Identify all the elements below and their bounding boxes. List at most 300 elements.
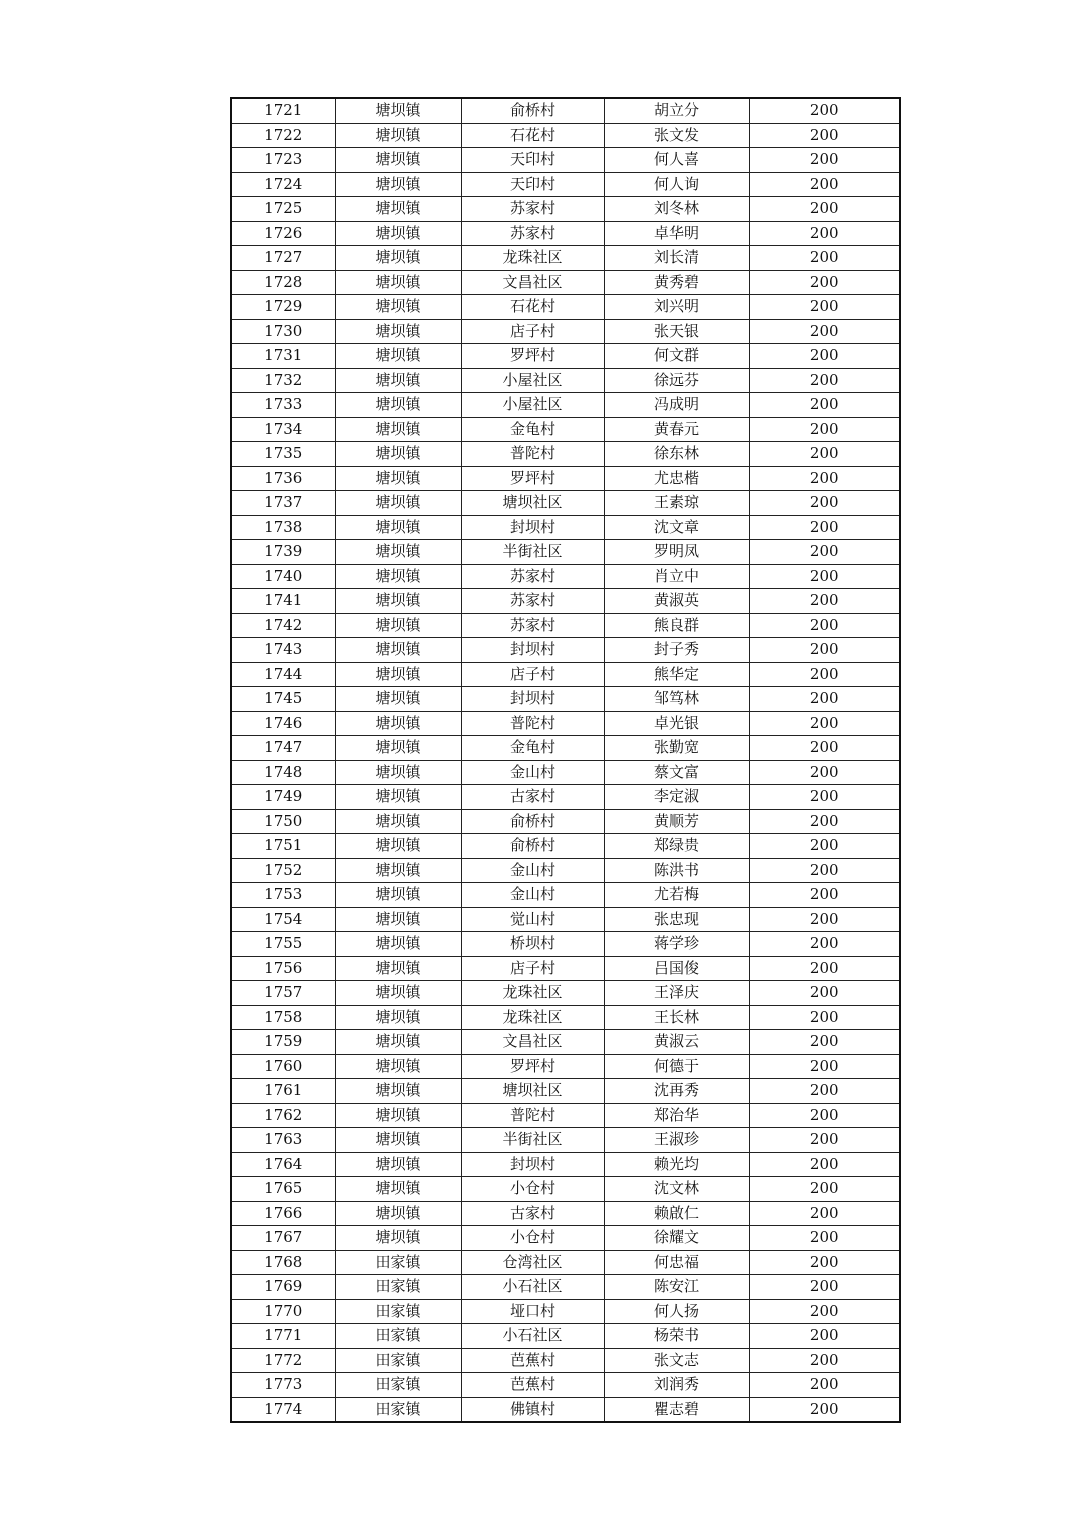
serial-number-cell: 1770 [231,1299,335,1324]
table-row [231,344,900,369]
amount-cell: 200 [749,1128,900,1153]
table-row [231,687,900,712]
town-cell: 塘坝镇 [335,1128,461,1153]
serial-number-cell: 1728 [231,270,335,295]
village-cell: 仓湾社区 [461,1250,604,1275]
amount-cell: 200 [749,1299,900,1324]
person-name-cell: 何忠福 [604,1250,749,1275]
amount-cell: 200 [749,1397,900,1422]
town-cell: 塘坝镇 [335,172,461,197]
table-row [231,834,900,859]
person-name-cell: 蔡文富 [604,760,749,785]
serial-number-cell: 1760 [231,1054,335,1079]
town-cell: 田家镇 [335,1275,461,1300]
amount-cell: 200 [749,956,900,981]
town-cell: 塘坝镇 [335,662,461,687]
serial-number-cell: 1723 [231,148,335,173]
village-cell: 苏家村 [461,197,604,222]
village-cell: 龙珠社区 [461,246,604,271]
amount-cell: 200 [749,1348,900,1373]
table-row [231,809,900,834]
person-name-cell: 何文群 [604,344,749,369]
serial-number-cell: 1763 [231,1128,335,1153]
town-cell: 塘坝镇 [335,123,461,148]
town-cell: 塘坝镇 [335,981,461,1006]
serial-number-cell: 1752 [231,858,335,883]
town-cell: 塘坝镇 [335,368,461,393]
serial-number-cell: 1745 [231,687,335,712]
town-cell: 塘坝镇 [335,564,461,589]
person-name-cell: 李定淑 [604,785,749,810]
town-cell: 塘坝镇 [335,319,461,344]
amount-cell: 200 [749,319,900,344]
town-cell: 塘坝镇 [335,270,461,295]
table-row [231,442,900,467]
village-cell: 半街社区 [461,1128,604,1153]
table-row [231,1005,900,1030]
amount-cell: 200 [749,368,900,393]
person-name-cell: 卓光银 [604,711,749,736]
serial-number-cell: 1740 [231,564,335,589]
village-cell: 古家村 [461,1201,604,1226]
amount-cell: 200 [749,270,900,295]
serial-number-cell: 1742 [231,613,335,638]
serial-number-cell: 1739 [231,540,335,565]
person-name-cell: 陈安江 [604,1275,749,1300]
town-cell: 塘坝镇 [335,246,461,271]
town-cell: 塘坝镇 [335,956,461,981]
person-name-cell: 沈文林 [604,1177,749,1202]
table-row [231,1226,900,1251]
serial-number-cell: 1768 [231,1250,335,1275]
amount-cell: 200 [749,442,900,467]
table-row [231,1275,900,1300]
amount-cell: 200 [749,858,900,883]
town-cell: 塘坝镇 [335,1226,461,1251]
amount-cell: 200 [749,1054,900,1079]
village-cell: 金龟村 [461,417,604,442]
town-cell: 田家镇 [335,1397,461,1422]
person-name-cell: 黄淑云 [604,1030,749,1055]
amount-cell: 200 [749,662,900,687]
table-row [231,197,900,222]
table-row [231,1128,900,1153]
town-cell: 塘坝镇 [335,613,461,638]
table-row [231,711,900,736]
village-cell: 封坝村 [461,1152,604,1177]
table-row [231,1030,900,1055]
town-cell: 塘坝镇 [335,295,461,320]
amount-cell: 200 [749,1324,900,1349]
serial-number-cell: 1772 [231,1348,335,1373]
amount-cell: 200 [749,221,900,246]
town-cell: 塘坝镇 [335,711,461,736]
serial-number-cell: 1726 [231,221,335,246]
person-name-cell: 徐耀文 [604,1226,749,1251]
town-cell: 塘坝镇 [335,1201,461,1226]
person-name-cell: 黄秀碧 [604,270,749,295]
table-row [231,540,900,565]
town-cell: 塘坝镇 [335,417,461,442]
serial-number-cell: 1736 [231,466,335,491]
person-name-cell: 陈洪书 [604,858,749,883]
person-name-cell: 尤忠楷 [604,466,749,491]
village-cell: 文昌社区 [461,270,604,295]
table-row [231,638,900,663]
village-cell: 金山村 [461,883,604,908]
person-name-cell: 瞿志碧 [604,1397,749,1422]
amount-cell: 200 [749,785,900,810]
town-cell: 塘坝镇 [335,1030,461,1055]
table-row [231,172,900,197]
table-row [231,221,900,246]
village-cell: 苏家村 [461,613,604,638]
town-cell: 塘坝镇 [335,466,461,491]
amount-cell: 200 [749,1152,900,1177]
serial-number-cell: 1730 [231,319,335,344]
serial-number-cell: 1727 [231,246,335,271]
table-row [231,760,900,785]
town-cell: 塘坝镇 [335,736,461,761]
village-cell: 店子村 [461,956,604,981]
amount-cell: 200 [749,491,900,516]
village-cell: 金山村 [461,858,604,883]
amount-cell: 200 [749,589,900,614]
amount-cell: 200 [749,295,900,320]
amount-cell: 200 [749,564,900,589]
town-cell: 塘坝镇 [335,344,461,369]
person-name-cell: 郑绿贵 [604,834,749,859]
village-cell: 封坝村 [461,638,604,663]
serial-number-cell: 1743 [231,638,335,663]
serial-number-cell: 1755 [231,932,335,957]
village-cell: 龙珠社区 [461,981,604,1006]
table-row [231,1324,900,1349]
table-row [231,1299,900,1324]
village-cell: 俞桥村 [461,809,604,834]
amount-cell: 200 [749,638,900,663]
village-cell: 龙珠社区 [461,1005,604,1030]
person-name-cell: 张天银 [604,319,749,344]
town-cell: 塘坝镇 [335,540,461,565]
serial-number-cell: 1725 [231,197,335,222]
village-cell: 罗坪村 [461,344,604,369]
village-cell: 塘坝社区 [461,491,604,516]
village-cell: 垭口村 [461,1299,604,1324]
person-name-cell: 刘冬林 [604,197,749,222]
serial-number-cell: 1738 [231,515,335,540]
village-cell: 普陀村 [461,711,604,736]
village-cell: 封坝村 [461,515,604,540]
table-row [231,98,900,123]
village-cell: 桥坝村 [461,932,604,957]
village-cell: 店子村 [461,662,604,687]
town-cell: 塘坝镇 [335,638,461,663]
village-cell: 半街社区 [461,540,604,565]
amount-cell: 200 [749,123,900,148]
person-name-cell: 杨荣书 [604,1324,749,1349]
town-cell: 塘坝镇 [335,785,461,810]
amount-cell: 200 [749,344,900,369]
town-cell: 塘坝镇 [335,197,461,222]
town-cell: 塘坝镇 [335,1005,461,1030]
serial-number-cell: 1774 [231,1397,335,1422]
person-name-cell: 刘长清 [604,246,749,271]
person-name-cell: 何人喜 [604,148,749,173]
person-name-cell: 邹笃林 [604,687,749,712]
village-cell: 金龟村 [461,736,604,761]
table-row [231,1079,900,1104]
village-cell: 小石社区 [461,1324,604,1349]
serial-number-cell: 1764 [231,1152,335,1177]
town-cell: 塘坝镇 [335,515,461,540]
person-name-cell: 肖立中 [604,564,749,589]
serial-number-cell: 1732 [231,368,335,393]
town-cell: 塘坝镇 [335,491,461,516]
table-row [231,662,900,687]
village-cell: 罗坪村 [461,1054,604,1079]
village-cell: 小石社区 [461,1275,604,1300]
table-row [231,417,900,442]
town-cell: 塘坝镇 [335,1054,461,1079]
amount-cell: 200 [749,98,900,123]
table-row [231,515,900,540]
serial-number-cell: 1750 [231,809,335,834]
person-name-cell: 张忠现 [604,907,749,932]
person-name-cell: 沈文章 [604,515,749,540]
person-name-cell: 张文志 [604,1348,749,1373]
person-name-cell: 熊华定 [604,662,749,687]
amount-cell: 200 [749,760,900,785]
amount-cell: 200 [749,613,900,638]
person-name-cell: 王长林 [604,1005,749,1030]
amount-cell: 200 [749,1103,900,1128]
amount-cell: 200 [749,148,900,173]
amount-cell: 200 [749,172,900,197]
person-name-cell: 王泽庆 [604,981,749,1006]
table-row [231,907,900,932]
person-name-cell: 赖啟仁 [604,1201,749,1226]
serial-number-cell: 1756 [231,956,335,981]
amount-cell: 200 [749,1079,900,1104]
serial-number-cell: 1749 [231,785,335,810]
person-name-cell: 沈再秀 [604,1079,749,1104]
person-name-cell: 黄春元 [604,417,749,442]
person-name-cell: 何人扬 [604,1299,749,1324]
town-cell: 塘坝镇 [335,148,461,173]
village-cell: 俞桥村 [461,834,604,859]
table-row [231,246,900,271]
table-row [231,1177,900,1202]
amount-cell: 200 [749,1177,900,1202]
amount-cell: 200 [749,393,900,418]
amount-cell: 200 [749,197,900,222]
village-cell: 石花村 [461,123,604,148]
village-cell: 苏家村 [461,221,604,246]
town-cell: 塘坝镇 [335,687,461,712]
village-cell: 小屋社区 [461,368,604,393]
amount-cell: 200 [749,809,900,834]
village-cell: 天印村 [461,172,604,197]
person-name-cell: 何德于 [604,1054,749,1079]
serial-number-cell: 1731 [231,344,335,369]
amount-cell: 200 [749,515,900,540]
person-name-cell: 刘润秀 [604,1373,749,1398]
serial-number-cell: 1765 [231,1177,335,1202]
serial-number-cell: 1766 [231,1201,335,1226]
village-cell: 文昌社区 [461,1030,604,1055]
serial-number-cell: 1754 [231,907,335,932]
town-cell: 塘坝镇 [335,883,461,908]
table-row [231,785,900,810]
town-cell: 塘坝镇 [335,221,461,246]
serial-number-cell: 1753 [231,883,335,908]
roster-body [231,98,900,1422]
village-cell: 觉山村 [461,907,604,932]
serial-number-cell: 1769 [231,1275,335,1300]
serial-number-cell: 1734 [231,417,335,442]
amount-cell: 200 [749,417,900,442]
amount-cell: 200 [749,736,900,761]
serial-number-cell: 1759 [231,1030,335,1055]
serial-number-cell: 1746 [231,711,335,736]
town-cell: 塘坝镇 [335,834,461,859]
table-row [231,981,900,1006]
table-row [231,1103,900,1128]
person-name-cell: 胡立分 [604,98,749,123]
amount-cell: 200 [749,883,900,908]
person-name-cell: 卓华明 [604,221,749,246]
village-cell: 罗坪村 [461,466,604,491]
serial-number-cell: 1722 [231,123,335,148]
town-cell: 塘坝镇 [335,932,461,957]
serial-number-cell: 1771 [231,1324,335,1349]
amount-cell: 200 [749,1373,900,1398]
town-cell: 田家镇 [335,1348,461,1373]
amount-cell: 200 [749,1250,900,1275]
town-cell: 塘坝镇 [335,809,461,834]
table-row [231,393,900,418]
serial-number-cell: 1729 [231,295,335,320]
town-cell: 田家镇 [335,1299,461,1324]
table-row [231,1250,900,1275]
amount-cell: 200 [749,687,900,712]
serial-number-cell: 1733 [231,393,335,418]
person-name-cell: 张勤宽 [604,736,749,761]
person-name-cell: 刘兴明 [604,295,749,320]
serial-number-cell: 1724 [231,172,335,197]
table-row [231,1397,900,1422]
amount-cell: 200 [749,981,900,1006]
serial-number-cell: 1767 [231,1226,335,1251]
town-cell: 塘坝镇 [335,98,461,123]
serial-number-cell: 1721 [231,98,335,123]
village-cell: 普陀村 [461,1103,604,1128]
amount-cell: 200 [749,1005,900,1030]
table-row [231,564,900,589]
village-cell: 塘坝社区 [461,1079,604,1104]
town-cell: 塘坝镇 [335,393,461,418]
person-name-cell: 王素琼 [604,491,749,516]
village-cell: 小仓村 [461,1226,604,1251]
table-row [231,956,900,981]
amount-cell: 200 [749,1030,900,1055]
table-row [231,466,900,491]
town-cell: 塘坝镇 [335,1103,461,1128]
village-cell: 店子村 [461,319,604,344]
amount-cell: 200 [749,1275,900,1300]
amount-cell: 200 [749,466,900,491]
table-row [231,589,900,614]
table-row [231,368,900,393]
serial-number-cell: 1751 [231,834,335,859]
town-cell: 塘坝镇 [335,1079,461,1104]
person-name-cell: 尤若梅 [604,883,749,908]
serial-number-cell: 1735 [231,442,335,467]
subsidy-roster-table [230,97,901,1423]
serial-number-cell: 1758 [231,1005,335,1030]
village-cell: 芭蕉村 [461,1373,604,1398]
table-row [231,858,900,883]
town-cell: 田家镇 [335,1250,461,1275]
person-name-cell: 王淑珍 [604,1128,749,1153]
table-row [231,1373,900,1398]
person-name-cell: 张文发 [604,123,749,148]
town-cell: 塘坝镇 [335,760,461,785]
person-name-cell: 蒋学珍 [604,932,749,957]
serial-number-cell: 1761 [231,1079,335,1104]
serial-number-cell: 1744 [231,662,335,687]
person-name-cell: 冯成明 [604,393,749,418]
town-cell: 塘坝镇 [335,907,461,932]
table-row [231,932,900,957]
person-name-cell: 封子秀 [604,638,749,663]
person-name-cell: 徐东林 [604,442,749,467]
person-name-cell: 罗明凤 [604,540,749,565]
person-name-cell: 徐远芬 [604,368,749,393]
person-name-cell: 赖光均 [604,1152,749,1177]
amount-cell: 200 [749,834,900,859]
town-cell: 塘坝镇 [335,1152,461,1177]
table-row [231,736,900,761]
village-cell: 小屋社区 [461,393,604,418]
village-cell: 金山村 [461,760,604,785]
serial-number-cell: 1762 [231,1103,335,1128]
amount-cell: 200 [749,711,900,736]
village-cell: 石花村 [461,295,604,320]
village-cell: 天印村 [461,148,604,173]
town-cell: 塘坝镇 [335,442,461,467]
table-row [231,1201,900,1226]
village-cell: 俞桥村 [461,98,604,123]
town-cell: 田家镇 [335,1324,461,1349]
town-cell: 塘坝镇 [335,858,461,883]
amount-cell: 200 [749,246,900,271]
village-cell: 普陀村 [461,442,604,467]
village-cell: 苏家村 [461,564,604,589]
village-cell: 佛镇村 [461,1397,604,1422]
village-cell: 芭蕉村 [461,1348,604,1373]
table-row [231,295,900,320]
village-cell: 封坝村 [461,687,604,712]
serial-number-cell: 1757 [231,981,335,1006]
town-cell: 田家镇 [335,1373,461,1398]
person-name-cell: 吕国俊 [604,956,749,981]
table-row [231,883,900,908]
amount-cell: 200 [749,907,900,932]
village-cell: 小仓村 [461,1177,604,1202]
table-row [231,1054,900,1079]
